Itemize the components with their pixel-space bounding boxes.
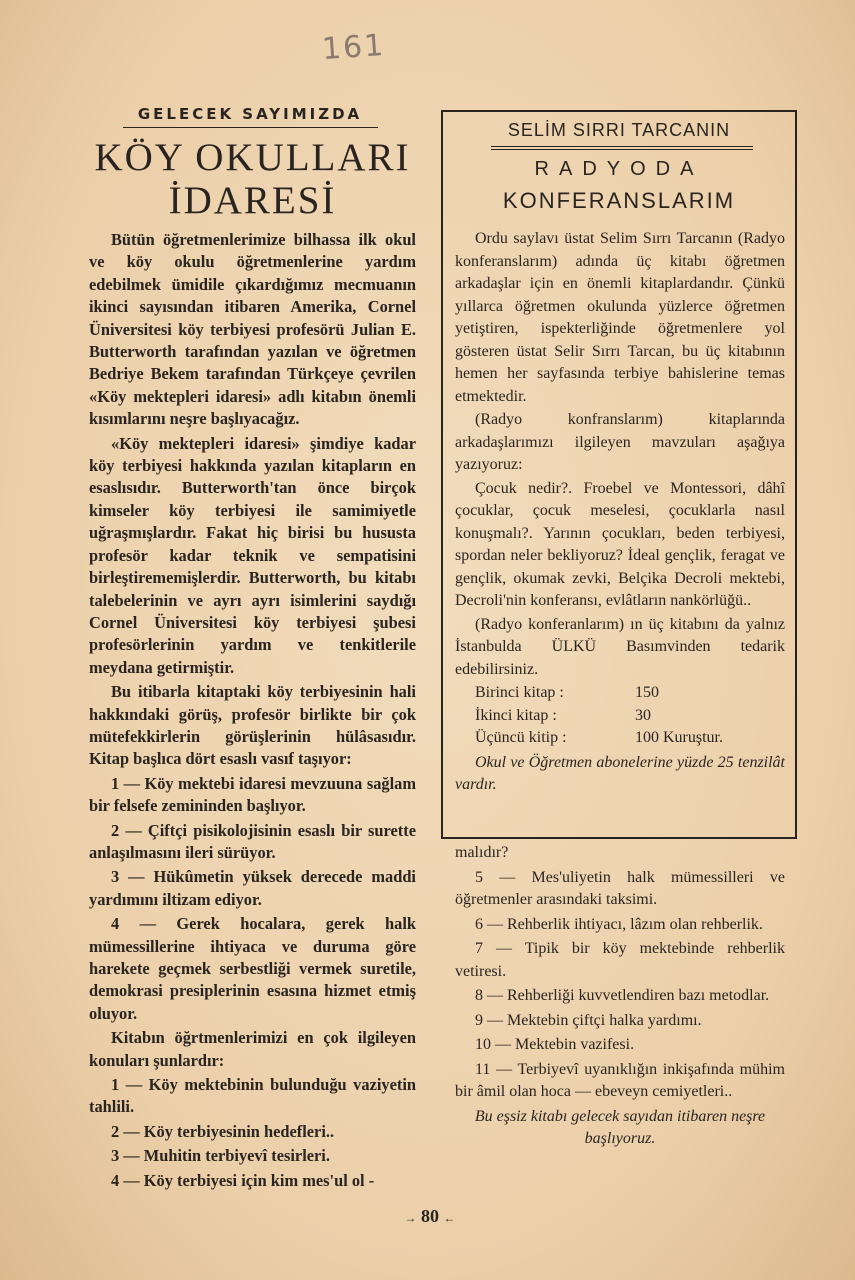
- box-text: [455, 228, 785, 797]
- paragraph: (Radyo konferanlarım) ın üç kitabını da yalnız İstanbulda ÜLKÜ Basımvinden tedarik edebilirsiniz.: [455, 615, 785, 678]
- arrow-right-glyph: ←: [443, 1211, 456, 1225]
- list-item: 2 — Çiftçi pisikolojisinin esaslı bir surette anlaşılmasını ileri sürüyor.: [89, 820, 416, 862]
- price-row: [455, 727, 785, 750]
- box-title-radio: RADYODA: [534, 158, 704, 180]
- price-row: [455, 705, 785, 728]
- list-item: 6 — Rehberlik ihtiyacı, lâzım olan rehberlik.: [475, 915, 763, 933]
- right-column-text: [455, 842, 785, 1151]
- list-item: 7 — Tipik bir köy mektebinde rehberlik vetiresi.: [455, 940, 785, 980]
- list-item: 1 — Köy mektebinin bulunduğu vaziyetin tahlili.: [89, 1075, 416, 1117]
- arrow-left-glyph: →: [404, 1211, 417, 1225]
- closing-note: Bu eşsiz kitabı gelecek sayıdan itibaren neşre başlıyoruz.: [474, 1107, 766, 1147]
- list-item: 3 — Hükûmetin yüksek derecede maddi yardımını iltizam ediyor.: [89, 867, 416, 909]
- left-column-text: [89, 229, 416, 1194]
- price-label: İkinci kitap :: [475, 706, 557, 724]
- box-rule: [491, 149, 753, 150]
- box-title-author: SELİM SIRRI TARCANIN: [507, 120, 731, 140]
- paragraph: Kitabın öğrtmenlerimizi en çok ilgileyen konuları şunlardır:: [89, 1028, 416, 1070]
- headline-line2: İDARESİ: [168, 179, 337, 222]
- page-number-value: 80: [421, 1206, 439, 1226]
- price-value: 150: [635, 684, 659, 701]
- advert-box: [441, 110, 797, 839]
- list-item: 1 — Köy mektebi idaresi mevzuuna sağlam bir felsefe zemininden başlıyor.: [89, 773, 416, 816]
- list-item: 5 — Mes'uliyetin halk mümessilleri ve öğretmenler arasındaki taksimi.: [455, 868, 785, 908]
- price-label: Üçüncü kitip :: [475, 729, 567, 746]
- handwritten-number: 161: [320, 27, 387, 68]
- kicker-rule: [123, 127, 378, 128]
- list-item: 4 — Gerek hocalara, gerek halk mümessillerine ihtiyaca ve duruma göre harekete geçmek serbestliği vermek suretile, demokrasi presiplerinin esasına hizmet etmiş oluyor.: [89, 914, 416, 1023]
- kicker: GELECEK SAYIMIZDA: [137, 105, 363, 123]
- list-item: 3 — Muhitin terbiyevî tesirleri.: [111, 1146, 330, 1166]
- paragraph: Ordu saylavı üstat Selim Sırrı Tarcanın (Radyo konferanslarım) adında üç kitabı öğretmen arkadaşlar için en önemli kitaplardandır. Çünkü yıllarca öğretmen okulunda yüzlerce öğretmen yetiştiren, ispekterliğinde öğretmenlere yol gösteren üstat Selir Sırrı Tarcan, bu üç kitabının hemen her sayfasında terbiye bahislerine temas etmektedir.: [455, 230, 785, 405]
- price-label: Birinci kitap :: [475, 684, 564, 701]
- list-item: 11 — Terbiyevî uyanıklığın inkişafında mühim bir âmil olan hoca — ebeveyn cemiyetleri..: [455, 1060, 785, 1100]
- paragraph: «Köy mektepleri idaresi» şimdiye kadar köy terbiyesi hakkında yazılan kitapların en esaslısıdır. Butterworth'tan önce birçok kimseler köy terbiyesi ile samimiyetle uğraşmışlardır. Fakat hiç birisi bu hususta profesör kadar teknik ve sempatisini birleştirememişlerdir. Butterworth, bu kitabı talebelerinin ve ayrı ayrı isimlerini saydığı Cornel Üniversitesi köy terbiyesi şubesi profesörlerinin yardım ve tenkitlerile meydana getirmiştir.: [89, 433, 416, 677]
- list-item: 8 — Rehberliği kuvvetlendiren bazı metodlar.: [475, 987, 770, 1004]
- price-value: 30: [635, 706, 651, 724]
- paragraph: Bu itibarla kitaptaki köy terbiyesinin hali hakkındaki görüş, profesör birlikte bir çok mütefekkirlerin görüşlerinin hülâsasıdır. Kitap başlıca dört esaslı vasıf taşıyor:: [89, 682, 416, 769]
- list-item: 4 — Köy terbiyesi için kim mes'ul ol -: [111, 1170, 375, 1190]
- headline-line1: KÖY OKULLARI: [94, 136, 411, 179]
- list-item: 2 — Köy terbiyesinin hedefleri..: [111, 1121, 335, 1141]
- list-item: 9 — Mektebin çiftçi halka yardımı.: [475, 1011, 702, 1029]
- paragraph: Çocuk nedir?. Froebel ve Montessori, dâhî çocuklar, çocuk meselesi, çocuklarla nasıl konuşmalı?. Yarının çocukları, beden terbiyesi, spordan neler bekliyoruz? İdeal gençlik, feragat ve gençlik, okumak zevki, Belçika Decroli mektebi, Decroli'nin konferansı, evlâtların nankörlüğü..: [455, 479, 785, 609]
- list-item: 10 — Mektebin vazifesi.: [475, 1036, 635, 1053]
- announcement-header: [85, 105, 420, 222]
- headline: [85, 136, 420, 222]
- paragraph: Bütün öğretmenlerimize bilhassa ilk okul ve köy okulu öğretmenlerine yardım edebilmek ümidile çıkardığımız mecmuanın ikinci sayısından itibaren Amerika, Cornel Üniversitesi köy terbiyesi profesörü Julian E. Butterworth tarafından yazılan ve öğretmen Bedriye Bekem tarafından Türkçeye çevrilen «Köy mektepleri idaresi» adlı kitabın önemli kısımlarını neşre başlıyacağız.: [89, 230, 416, 429]
- box-title-main: KONFERANSLARIM: [502, 188, 736, 213]
- page-number: [390, 1206, 470, 1227]
- discount-note: Okul ve Öğretmen abonelerine yüzde 25 tenzilât vardır.: [455, 753, 785, 793]
- continuation-text: malıdır?: [455, 844, 509, 861]
- price-value: 100 Kuruştur.: [635, 729, 723, 746]
- price-row: [455, 682, 785, 705]
- paragraph: (Radyo konfranslarım) kitaplarında arkadaşlarımızı ilgileyen mavzuları aşağıya yazıyoruz:: [455, 411, 785, 473]
- box-rule: [491, 146, 753, 147]
